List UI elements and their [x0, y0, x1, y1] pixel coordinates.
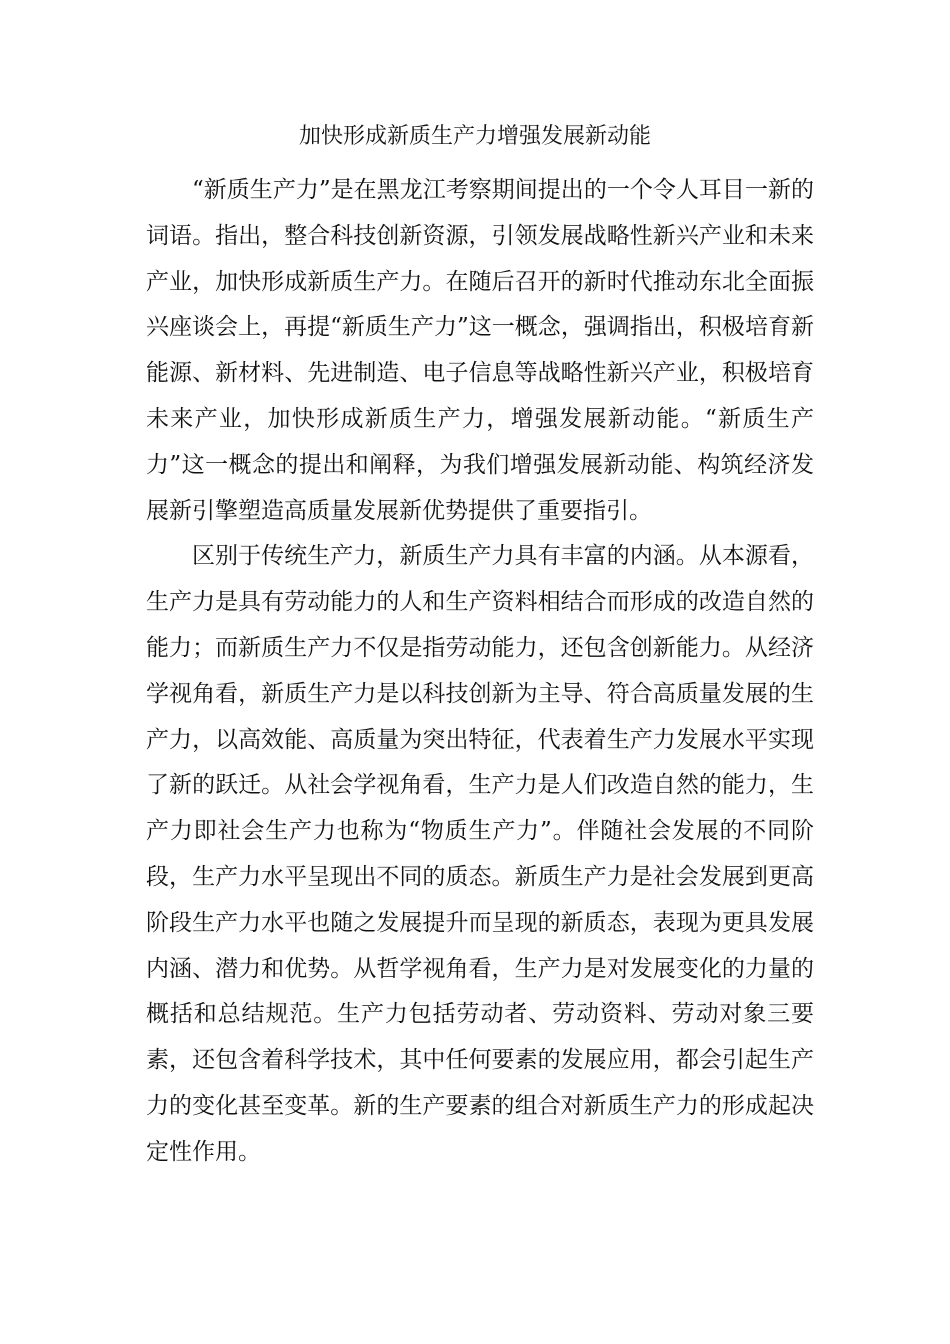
paragraph-2: 区别于传统生产力，新质生产力具有丰富的内涵。从本源看，生产力是具有劳动能力的人和生产资料相结合而形成的改造自然的能力；而新质生产力不仅是指劳动能力，还包含创新能力。从经济学视角看，新质生产力是以科技创新为主导、符合高质量发展的生产力，以高效能、高质量为突出特征，代表着生产力发展水平实现了新的跃迁。从社会学视角看，生产力是人们改造自然的能力，生产力即社会生产力也称为“物质生产力”。伴随社会发展的不同阶段，生产力水平呈现出不同的质态。新质生产力是社会发展到更高阶段生产力水平也随之发展提升而呈现的新质态，表现为更具发展内涵、潜力和优势。从哲学视角看，生产力是对发展变化的力量的概括和总结规范。生产力包括劳动者、劳动资料、劳动对象三要素，还包含着科学技术，其中任何要素的发展应用，都会引起生产力的变化甚至变革。新的生产要素的组合对新质生产力的形成起决定性作用。: [146, 543, 814, 1165]
paragraph-1: “新质生产力”是在黑龙江考察期间提出的一个令人耳目一新的词语。指出，整合科技创新资源，引领发展战略性新兴产业和未来产业，加快形成新质生产力。在随后召开的新时代推动东北全面振兴座谈会上，再提“新质生产力”这一概念，强调指出，积极培育新能源、新材料、先进制造、电子信息等战略性新兴产业，积极培育未来产业，加快形成新质生产力，增强发展新动能。“新质生产力”这一概念的提出和阐释，为我们增强发展新动能、构筑经济发展新引擎塑造高质量发展新优势提供了重要指引。: [146, 177, 814, 524]
document-body: [146, 168, 814, 1176]
document-title: 加快形成新质生产力增强发展新动能: [298, 124, 651, 149]
